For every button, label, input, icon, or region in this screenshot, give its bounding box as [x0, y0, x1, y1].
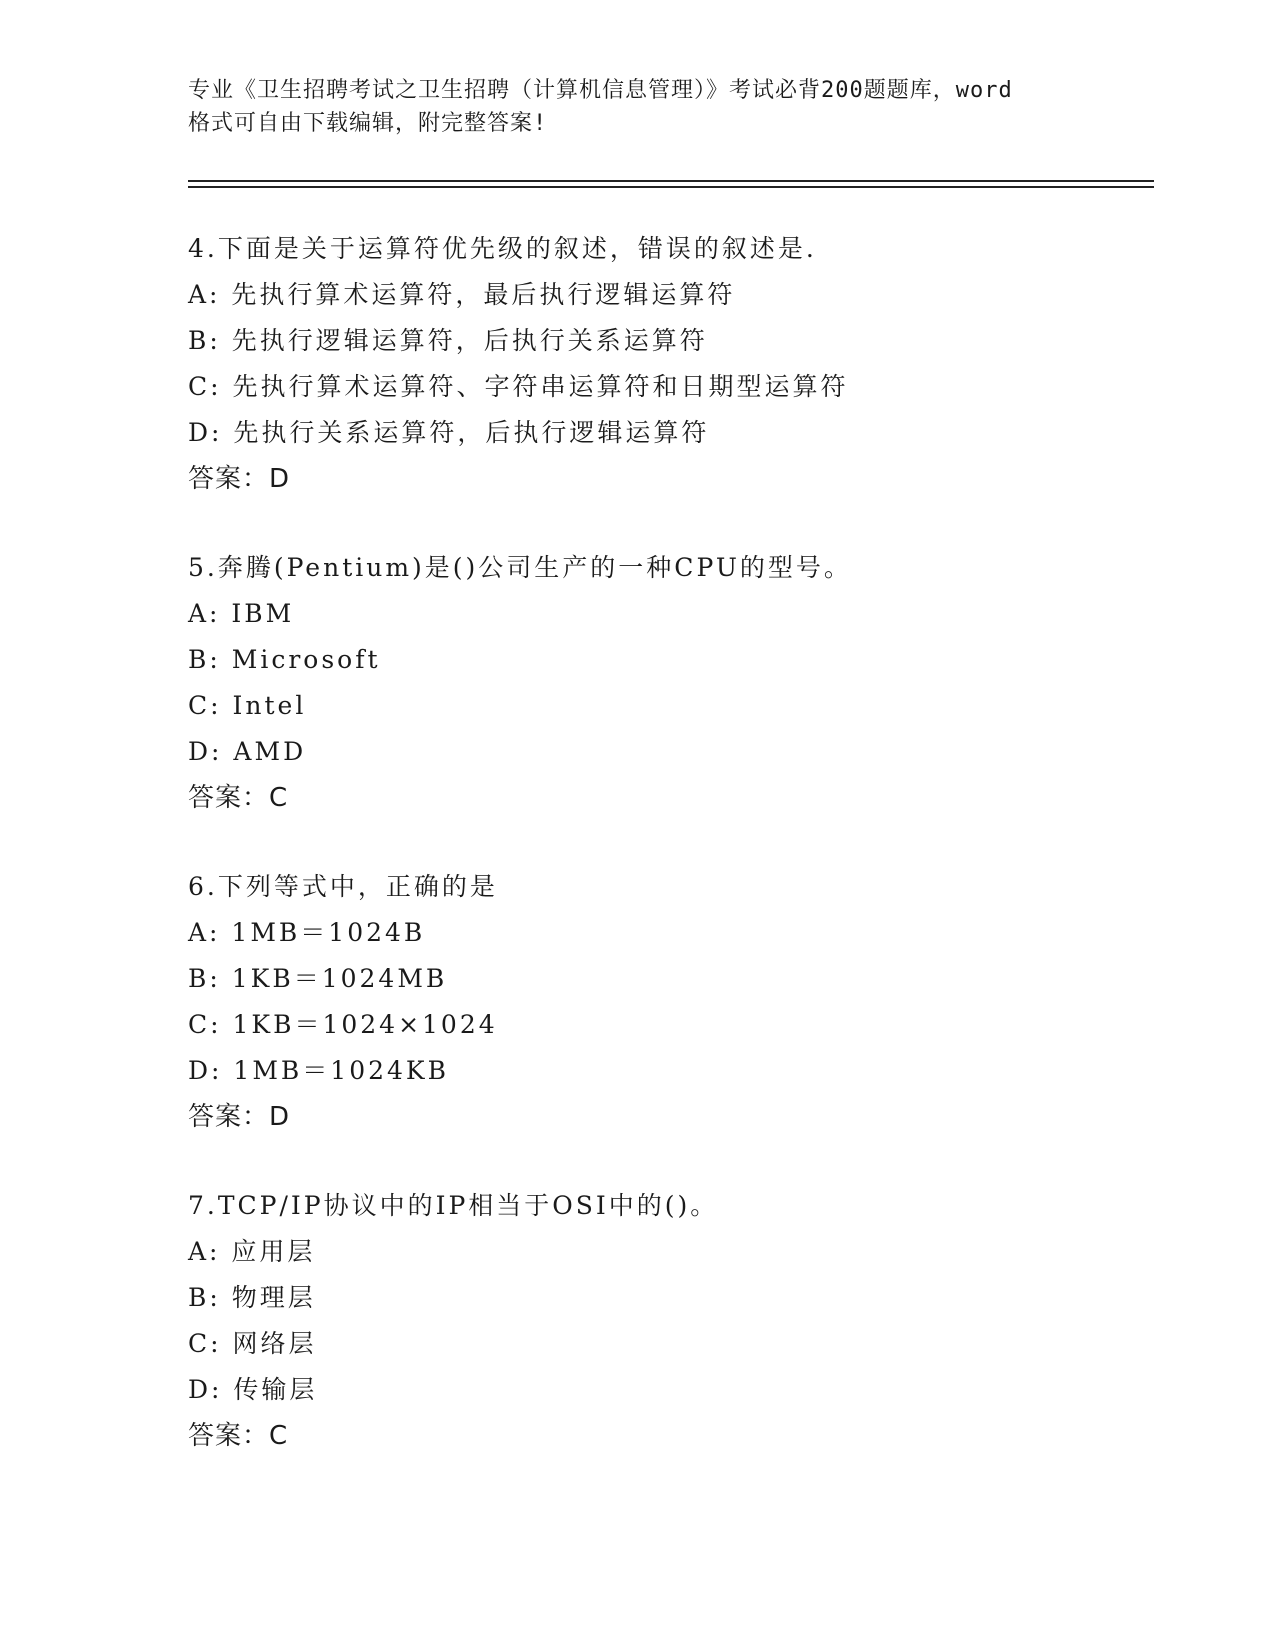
- question-stem: 5.奔腾(Pentium)是()公司生产的一种CPU的型号。: [188, 553, 852, 582]
- answer-label: 答案：: [188, 783, 270, 813]
- answer-line: [188, 456, 1138, 502]
- answer-value: C: [269, 783, 289, 813]
- header-divider-bottom: [188, 186, 1154, 188]
- answer-label: 答案：: [188, 1421, 270, 1451]
- question-block: [188, 864, 1138, 1140]
- option-d: D: AMD: [188, 737, 307, 766]
- header-line-1: 专业《卫生招聘考试之卫生招聘（计算机信息管理）》考试必背200题题库，word: [188, 78, 1013, 103]
- answer-line: [188, 1094, 1138, 1140]
- header-line-2: 格式可自由下载编辑，附完整答案!: [188, 111, 548, 136]
- answer-line: [188, 775, 1138, 821]
- option-c: C: 网络层: [188, 1329, 317, 1358]
- option-a: A: IBM: [188, 599, 295, 628]
- option-d: D: 1MB＝1024KB: [188, 1056, 449, 1085]
- option-b: B: 1KB＝1024MB: [188, 964, 448, 993]
- answer-line: [188, 1413, 1138, 1459]
- question-block: [188, 226, 1138, 502]
- option-a: A: 1MB＝1024B: [188, 918, 426, 947]
- option-d: D: 先执行关系运算符，后执行逻辑运算符: [188, 418, 710, 447]
- option-c: C: Intel: [188, 691, 307, 720]
- answer-label: 答案：: [188, 1102, 270, 1132]
- option-c: C: 1KB＝1024×1024: [188, 1010, 498, 1039]
- document-header: [188, 74, 1088, 140]
- option-c: C: 先执行算术运算符、字符串运算符和日期型运算符: [188, 372, 849, 401]
- question-stem: 7.TCP/IP协议中的IP相当于OSI中的()。: [188, 1191, 719, 1220]
- question-stem: 6.下列等式中，正确的是: [188, 872, 498, 901]
- question-block: [188, 545, 1138, 821]
- option-a: A: 先执行算术运算符，最后执行逻辑运算符: [188, 280, 736, 309]
- answer-value: D: [269, 464, 291, 494]
- option-a: A: 应用层: [188, 1237, 316, 1266]
- answer-value: C: [269, 1421, 289, 1451]
- option-b: B: 物理层: [188, 1283, 316, 1312]
- option-b: B: Microsoft: [188, 645, 381, 674]
- answer-value: D: [269, 1102, 291, 1132]
- question-stem: 4.下面是关于运算符优先级的叙述，错误的叙述是.: [188, 234, 817, 263]
- option-d: D: 传输层: [188, 1375, 318, 1404]
- option-b: B: 先执行逻辑运算符，后执行关系运算符: [188, 326, 708, 355]
- answer-label: 答案：: [188, 464, 270, 494]
- question-block: [188, 1183, 1138, 1459]
- header-divider-top: [188, 180, 1154, 182]
